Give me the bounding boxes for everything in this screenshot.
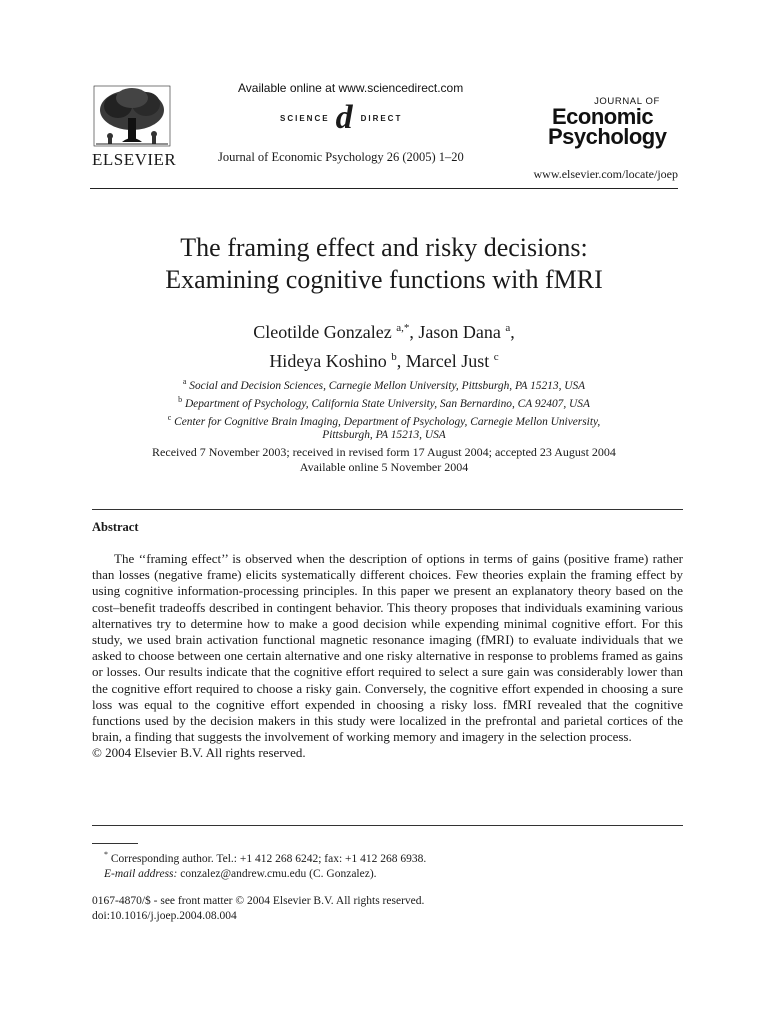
- article-history: [0, 445, 768, 475]
- history-dates: Received 7 November 2003; received in revised form 17 August 2004; accepted 23 August 2004: [152, 445, 616, 459]
- affiliation-line: $^a$ Social and Decision Sciences, Carnegie Mellon University, Pittsburgh, PA 15213, USA: [182, 377, 586, 392]
- author-name: Cleotilde Gonzalez: [253, 322, 392, 342]
- title-line-1: The framing effect and risky decisions:: [180, 233, 588, 262]
- author-affil-marker: b: [391, 351, 397, 363]
- author-name: Jason Dana: [418, 322, 501, 342]
- available-online-text: Available online at www.sciencedirect.com: [238, 81, 464, 95]
- email-link[interactable]: conzalez@andrew.cmu.edu: [180, 867, 307, 880]
- sciencedirect-left-text: SCIENCE: [280, 113, 330, 123]
- journal-logo-line2: Psychology: [548, 124, 667, 149]
- sciencedirect-logo: [280, 99, 403, 136]
- abstract-top-divider: [92, 509, 683, 510]
- available-online-date: Available online 5 November 2004: [299, 460, 469, 474]
- author-list: Cleotilde Gonzalez $^{a,*}$, Jason Dana $^a$, Hideya Koshino $^b$, Marcel Just $^c$: [253, 322, 515, 371]
- sciencedirect-right-text: DIRECT: [360, 113, 403, 123]
- footnote-divider: [92, 843, 138, 844]
- front-matter-info: [92, 894, 424, 924]
- affiliation-list: [0, 375, 768, 442]
- affiliation-line: $^b$ Department of Psychology, California State University, San Bernardino, CA 92407, USA: [178, 394, 590, 410]
- title-line-2: Examining cognitive functions with fMRI: [165, 265, 603, 294]
- issn-line: 0167-4870/$ - see front matter © 2004 Elsevier B.V. All rights reserved.: [92, 895, 425, 907]
- header-divider: [90, 188, 678, 189]
- affiliation-line: $^c$ Center for Cognitive Brain Imaging, Department of Psychology, Carnegie Mellon University,: [167, 412, 601, 428]
- journal-logo: [548, 96, 678, 147]
- abstract-heading: Abstract: [92, 520, 139, 534]
- journal-logo-line1: Economic: [552, 104, 654, 129]
- footnote: [104, 847, 426, 882]
- author-name: Marcel Just: [405, 351, 490, 371]
- abstract-paragraph: The ‘‘framing effect’’ is observed when the description of options in terms of gains (positive frame) rather than losses (negative frame) elicits systematically different choices. Few theories explain the framing effect by using cognitive information-processing principles. In this paper we present an explanatory theory based on the cost–benefit tradeoffs described in contingent behavior. This theory proposes that individuals examining various alternatives try to determine how to make a good decision while expending minimal cognitive effort. For this study, we used brain activation functional magnetic resonance imaging (fMRI) to evaluate individuals that we asked to choose between one certain alternative and one risky alternative in response to problems framed as gains or losses. Our results indicate that the cognitive effort required to select a sure gain was considerably lower than the cognitive effort required to choose a risky gain. Conversely, the cognitive effort expended in choosing a sure loss was equal to the cognitive effort expended in choosing a risky loss. fMRI revealed that the cognitive functions used by the decision makers in this study were localized in the prefrontal and parietal cortices of the brain, a finding that suggests the involvement of working memory and imagery in the selection process.: [92, 551, 683, 745]
- author-affil-marker: a: [505, 322, 511, 334]
- journal-citation: Journal of Economic Psychology 26 (2005) 1–20: [218, 150, 464, 164]
- author-affil-marker: c: [493, 351, 499, 363]
- affiliation-line: Pittsburgh, PA 15213, USA: [322, 429, 446, 442]
- publisher-name: ELSEVIER: [92, 150, 177, 169]
- article-title: [0, 232, 768, 296]
- journal-url-link[interactable]: www.elsevier.com/locate/joep: [533, 167, 678, 181]
- copyright-line: © 2004 Elsevier B.V. All rights reserved.: [92, 745, 306, 761]
- doi-link[interactable]: doi:10.1016/j.joep.2004.08.004: [92, 910, 237, 922]
- sciencedirect-at-icon: d: [335, 99, 355, 136]
- email-owner: (C. Gonzalez).: [309, 867, 377, 880]
- abstract-bottom-divider: [92, 825, 683, 826]
- author-name: Hideya Koshino: [269, 351, 387, 371]
- email-label: E-mail address:: [104, 867, 178, 880]
- journal-logo-small: JOURNAL OF: [594, 96, 660, 107]
- author-affil-marker: a,*: [396, 322, 410, 334]
- corresponding-author: Corresponding author. Tel.: +1 412 268 6242; fax: +1 412 268 6938.: [110, 852, 427, 865]
- footnote-marker: *: [104, 850, 108, 859]
- abstract-body: [92, 551, 683, 762]
